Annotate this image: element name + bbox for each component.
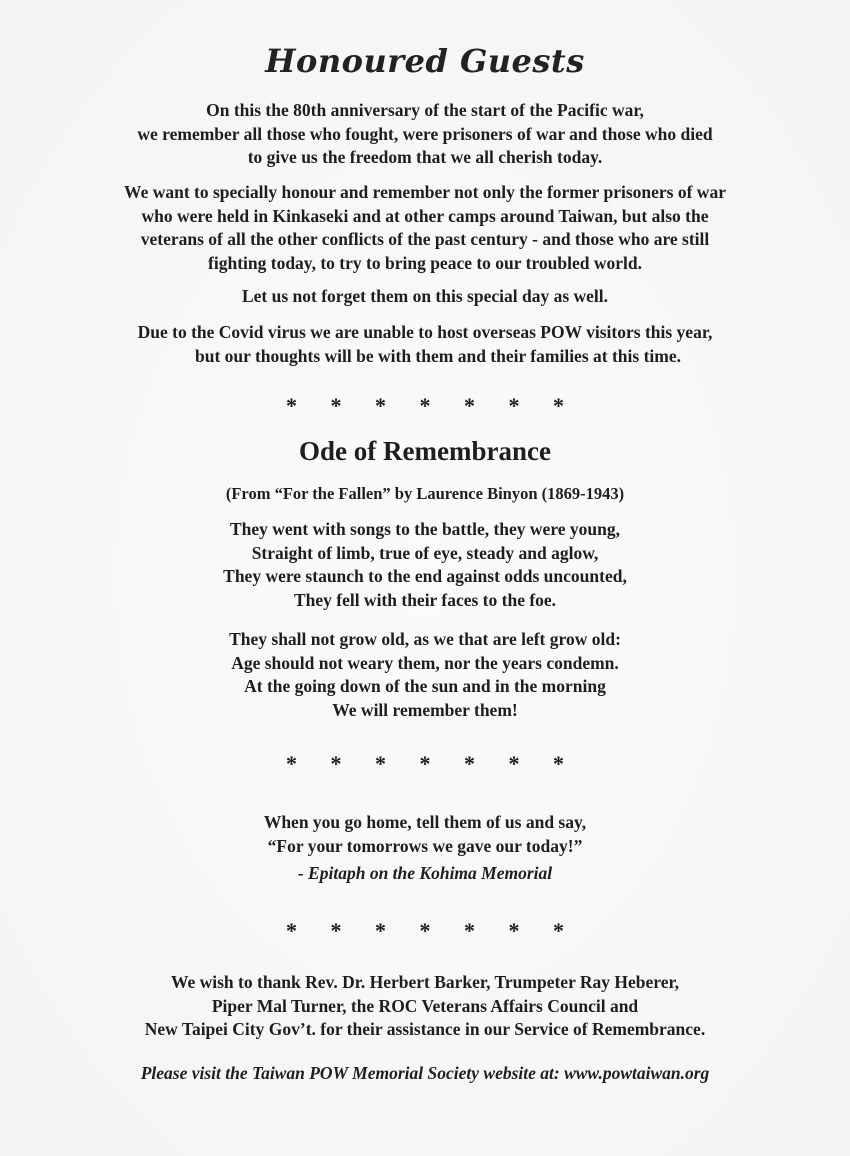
text-line: but our thoughts will be with them and their families at this time. xyxy=(195,345,681,366)
text-line: fighting today, to try to bring peace to our troubled world. xyxy=(208,252,642,273)
text-line: to give us the freedom that we all cherish today. xyxy=(247,147,603,168)
text-line: veterans of all the other conflicts of the past century - and those who are still xyxy=(140,229,710,250)
epitaph-attribution: - Epitaph on the Kohima Memorial xyxy=(297,863,553,884)
text-line: we remember all those who fought, were prisoners of war and those who died xyxy=(137,123,713,144)
ode-title: Ode of Remembrance xyxy=(299,436,551,466)
thanks-paragraph xyxy=(40,971,810,1042)
poem-line: They were staunch to the end against odds uncounted, xyxy=(223,566,627,587)
text-line: Piper Mal Turner, the ROC Veterans Affairs Council and xyxy=(211,995,639,1016)
text-line: We wish to thank Rev. Dr. Herbert Barker, Trumpeter Ray Heberer, xyxy=(170,972,680,992)
ode-stanza-2 xyxy=(40,628,810,722)
text-line: We want to specially honour and remember not only the former prisoners of war xyxy=(124,182,726,202)
page-title: Honoured Guests xyxy=(265,42,585,80)
text-line: Let us not forget them on this special day as well. xyxy=(241,286,609,306)
separator-stars: * * * * * * * xyxy=(286,751,578,776)
ode-source xyxy=(40,482,810,506)
separator-stars: * * * * * * * xyxy=(286,393,578,418)
poem-line: They fell with their faces to the foe. xyxy=(293,589,557,610)
poem-line: They went with songs to the battle, they were young, xyxy=(229,519,621,539)
text-line: On this the 80th anniversary of the start of the Pacific war, xyxy=(206,100,644,120)
epitaph-line: When you go home, tell them of us and say, xyxy=(263,812,587,832)
text-line: (From “For the Fallen” by Laurence Binyon (1869-1943) xyxy=(225,484,625,503)
intro-paragraph-1 xyxy=(40,99,810,170)
ode-stanza-1 xyxy=(40,518,810,612)
kohima-epitaph xyxy=(40,811,810,886)
epitaph-line: “For your tomorrows we gave our today!” xyxy=(267,835,583,856)
poem-line: They shall not grow old, as we that are left grow old: xyxy=(229,629,621,649)
poem-line: Age should not weary them, nor the years condemn. xyxy=(231,652,619,673)
intro-paragraph-2 xyxy=(40,181,810,275)
text-line: New Taipei City Gov’t. for their assistance in our Service of Remembrance. xyxy=(144,1019,706,1040)
poem-line: We will remember them! xyxy=(332,699,518,720)
intro-paragraph-3 xyxy=(40,285,810,309)
poem-line: At the going down of the sun and in the morning xyxy=(244,676,606,697)
text-line: Due to the Covid virus we are unable to host overseas POW visitors this year, xyxy=(137,322,713,342)
poem-line: Straight of limb, true of eye, steady and aglow, xyxy=(251,542,599,563)
text-line: who were held in Kinkaseki and at other camps around Taiwan, but also the xyxy=(141,205,709,226)
separator-stars: * * * * * * * xyxy=(286,918,578,943)
website-note: Please visit the Taiwan POW Memorial Society website at: www.powtaiwan.org xyxy=(140,1063,710,1083)
intro-paragraph-4 xyxy=(40,321,810,368)
